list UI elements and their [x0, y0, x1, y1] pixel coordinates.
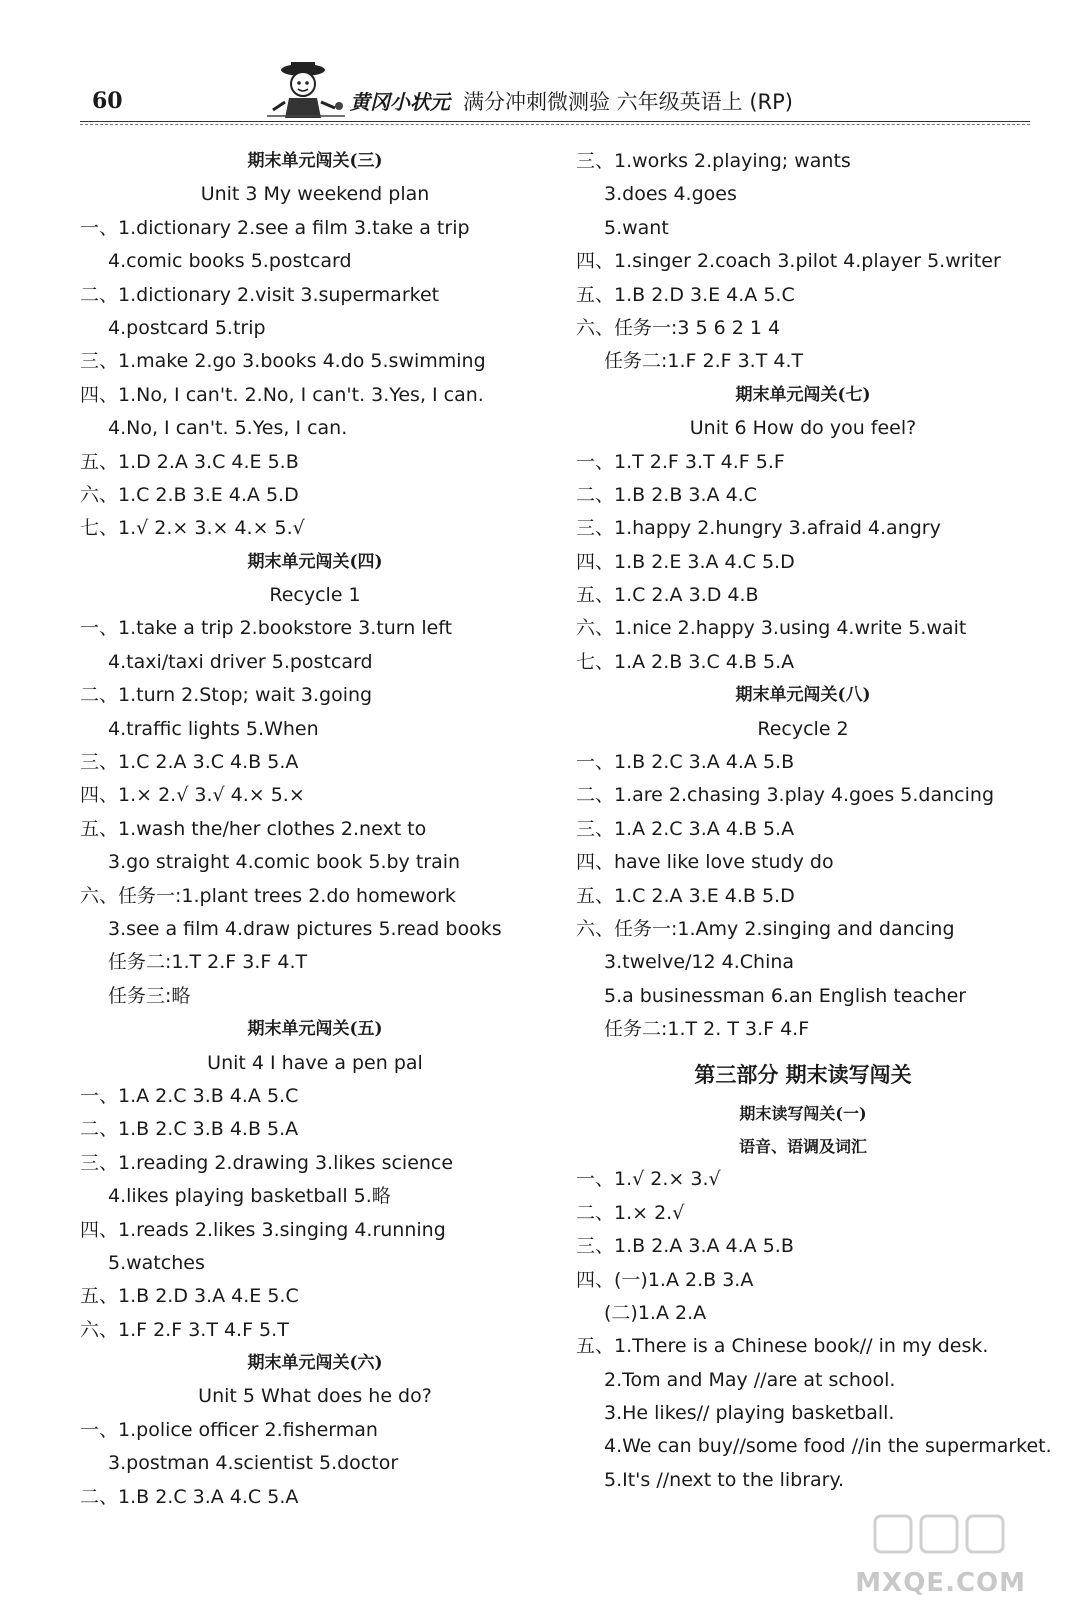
answer-line: 5.a businessman 6.an English teacher [604, 984, 967, 1007]
answer-line: 二、1.B 2.C 3.B 4.B 5.A [80, 1118, 299, 1141]
answer-line: 一、1.A 2.C 3.B 4.A 5.C [80, 1084, 299, 1107]
answer-line: 六、1.C 2.B 3.E 4.A 5.D [80, 483, 299, 506]
section-heading: 期末单元闯关(五) [247, 1019, 383, 1040]
answer-line: 4.traffic lights 5.When [108, 717, 319, 740]
answer-line: 二、1.B 2.C 3.A 4.C 5.A [80, 1485, 299, 1508]
answer-line: 五、1.C 2.A 3.E 4.B 5.D [576, 884, 795, 907]
answer-line: 四、1.No, I can't. 2.No, I can't. 3.Yes, I can. [80, 383, 484, 406]
answer-line: 七、1.√ 2.× 3.× 4.× 5.√ [80, 517, 305, 540]
answer-line: 六、任务一:3 5 6 2 1 4 [576, 316, 781, 339]
right-column [576, 145, 1052, 1497]
unit-title: Unit 4 I have a pen pal [207, 1051, 423, 1074]
answer-line: 三、1.C 2.A 3.C 4.B 5.A [80, 751, 299, 774]
answer-line: 四、1.× 2.√ 3.√ 4.× 5.× [80, 784, 305, 807]
answer-line: 六、任务一:1.plant trees 2.do homework [80, 884, 456, 907]
answer-line: 五、1.D 2.A 3.C 4.E 5.B [80, 450, 299, 473]
answer-line: 四、1.B 2.E 3.A 4.C 5.D [576, 550, 795, 573]
answer-line: 二、1.turn 2.Stop; wait 3.going [80, 684, 373, 707]
page-header [80, 58, 1030, 120]
page-number: 60 [92, 88, 123, 114]
section-heading: 语音、语调及词汇 [738, 1136, 867, 1156]
answer-line: 三、1.happy 2.hungry 3.afraid 4.angry [576, 517, 941, 540]
brand-name: 黄冈小状元 [350, 90, 450, 114]
answer-line: 四、(一)1.A 2.B 3.A [576, 1268, 754, 1291]
answer-line: 一、1.√ 2.× 3.√ [576, 1168, 721, 1191]
answer-line: 3.twelve/12 4.China [604, 951, 795, 974]
unit-title: Recycle 1 [269, 584, 361, 607]
answer-line: 一、1.dictionary 2.see a film 3.take a trip [80, 216, 470, 239]
answer-line: 3.see a film 4.draw pictures 5.read books [108, 917, 502, 940]
section-heading: 期末单元闯关(四) [247, 551, 383, 572]
answer-line: 5.watches [108, 1251, 205, 1274]
answer-line: 五、1.There is a Chinese book// in my desk. [576, 1335, 989, 1358]
section-heading: 期末单元闯关(八) [735, 685, 871, 706]
answer-line: 任务三:略 [108, 984, 191, 1007]
answer-line: 六、1.F 2.F 3.T 4.F 5.T [80, 1318, 289, 1341]
section-heading: 期末单元闯关(六) [247, 1353, 383, 1374]
answer-line: 三、1.reading 2.drawing 3.likes science [80, 1151, 454, 1174]
answer-line: 二、1.B 2.B 3.A 4.C [576, 483, 757, 506]
unit-title: Recycle 2 [757, 717, 849, 740]
answer-line: 5.want [604, 216, 669, 239]
answer-line: 3.postman 4.scientist 5.doctor [108, 1452, 399, 1475]
answer-line: 三、1.B 2.A 3.A 4.A 5.B [576, 1235, 794, 1258]
answer-line: 五、1.B 2.D 3.E 4.A 5.C [576, 283, 795, 306]
unit-title: Unit 5 What does he do? [198, 1385, 432, 1408]
answer-line: 一、1.T 2.F 3.T 4.F 5.F [576, 450, 785, 473]
mascot-logo-icon [255, 58, 355, 120]
answer-line: 任务二:1.T 2.F 3.F 4.T [108, 951, 308, 974]
answer-line: 四、1.singer 2.coach 3.pilot 4.player 5.writer [576, 250, 1001, 273]
answer-line: 4.taxi/taxi driver 5.postcard [108, 650, 373, 673]
answer-line: 五、1.C 2.A 3.D 4.B [576, 584, 759, 607]
answer-line: 三、1.works 2.playing; wants [576, 150, 851, 172]
unit-title: Unit 3 My weekend plan [200, 183, 430, 206]
watermark-text: MXQE.COM [855, 1568, 1026, 1598]
answer-line: 二、1.are 2.chasing 3.play 4.goes 5.dancing [576, 784, 995, 807]
answer-line: (二)1.A 2.A [604, 1301, 707, 1324]
answer-line: 4.comic books 5.postcard [108, 250, 352, 273]
answer-line: 4.No, I can't. 5.Yes, I can. [108, 417, 348, 440]
answer-line: 四、1.reads 2.likes 3.singing 4.running [80, 1218, 446, 1241]
answer-line: 六、1.nice 2.happy 3.using 4.write 5.wait [576, 617, 967, 640]
answer-line: 六、任务一:1.Amy 2.singing and dancing [576, 917, 955, 940]
answer-line: 一、1.take a trip 2.bookstore 3.turn left [80, 617, 453, 640]
answer-line: 2.Tom and May //are at school. [604, 1368, 896, 1391]
answer-line: 任务二:1.T 2. T 3.F 4.F [604, 1018, 810, 1041]
answer-line: 四、have like love study do [576, 851, 834, 874]
answer-line: 3.He likes// playing basketball. [604, 1402, 895, 1425]
section-heading: 期末读写闯关(一) [739, 1103, 867, 1123]
answer-line: 一、1.B 2.C 3.A 4.A 5.B [576, 751, 795, 774]
answer-line: 三、1.A 2.C 3.A 4.B 5.A [576, 817, 795, 840]
answer-line: 3.go straight 4.comic book 5.by train [108, 851, 461, 874]
answer-line: 二、1.× 2.√ [576, 1201, 685, 1224]
answer-line: 一、1.police officer 2.fisherman [80, 1418, 378, 1441]
left-column [80, 145, 550, 1514]
answer-line: 4.We can buy//some food //in the supermarket. [604, 1435, 1052, 1458]
book-title: 满分冲刺微测验 六年级英语上 (RP) [463, 90, 793, 114]
answer-line: 五、1.wash the/her clothes 2.next to [80, 817, 427, 840]
section-heading: 期末单元闯关(七) [735, 384, 871, 405]
answer-line: 三、1.make 2.go 3.books 4.do 5.swimming [80, 350, 486, 373]
answer-line: 五、1.B 2.D 3.A 4.E 5.C [80, 1285, 299, 1308]
answer-line: 5.It's //next to the library. [604, 1468, 845, 1491]
unit-title: Unit 6 How do you feel? [689, 417, 917, 440]
answer-line: 4.postcard 5.trip [108, 316, 266, 339]
answer-line: 3.does 4.goes [604, 183, 737, 206]
answer-line: 七、1.A 2.B 3.C 4.B 5.A [576, 650, 795, 673]
section-heading: 第三部分 期末读写闯关 [694, 1061, 912, 1087]
header-rule [80, 121, 1030, 125]
answer-line: 4.likes playing basketball 5.略 [108, 1185, 391, 1208]
section-heading: 期末单元闯关(三) [247, 151, 383, 171]
answer-line: 二、1.dictionary 2.visit 3.supermarket [80, 283, 440, 306]
answer-line: 任务二:1.F 2.F 3.T 4.T [604, 350, 804, 373]
